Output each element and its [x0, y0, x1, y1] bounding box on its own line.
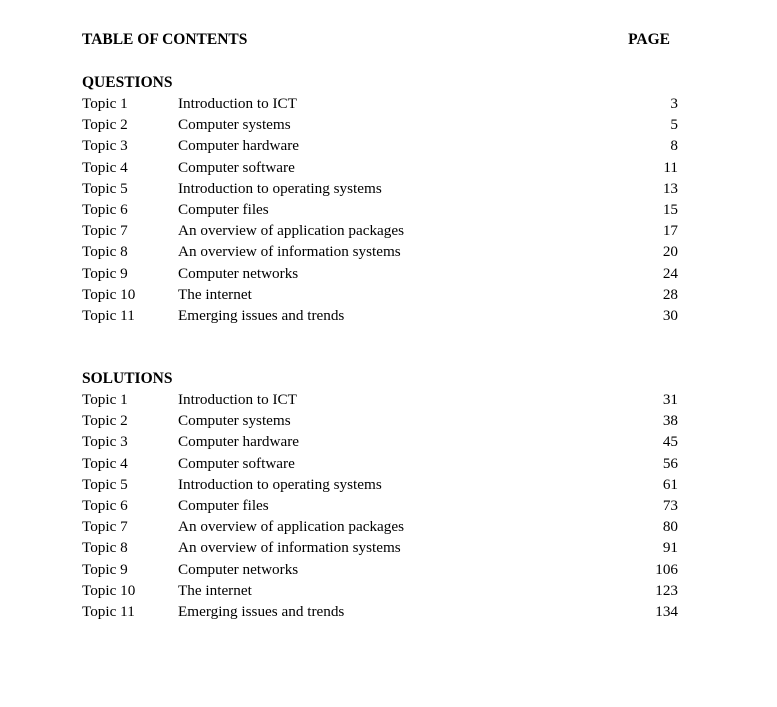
toc-entry [82, 178, 678, 199]
entry-page-number: 15 [662, 200, 678, 218]
entry-topic-number: Topic 5 [82, 475, 128, 493]
entry-topic-title: The internet [178, 581, 252, 599]
solutions-entry-list [82, 389, 678, 622]
entry-topic-number: Topic 11 [82, 306, 135, 324]
entry-topic-title: Introduction to operating systems [178, 475, 382, 493]
entry-topic-number: Topic 7 [82, 518, 128, 536]
page-column-label: PAGE [628, 31, 670, 48]
toc-entry [82, 453, 678, 474]
entry-page-number: 17 [662, 222, 678, 240]
questions-entry-list [82, 93, 678, 326]
entry-page-number: 24 [662, 264, 678, 282]
entry-page-number: 106 [655, 560, 678, 578]
entry-topic-title: Computer networks [178, 560, 299, 578]
toc-entry [82, 474, 678, 495]
section-title-questions: QUESTIONS [82, 74, 173, 91]
toc-entry [82, 305, 678, 326]
toc-entry [82, 157, 678, 178]
entry-topic-title: Emerging issues and trends [178, 306, 345, 324]
entry-topic-title: Computer files [178, 200, 269, 218]
toc-entry [82, 199, 678, 220]
entry-topic-number: Topic 7 [82, 222, 128, 240]
entry-topic-number: Topic 8 [82, 539, 128, 557]
entry-topic-title: An overview of application packages [178, 518, 405, 536]
entry-topic-title: Computer hardware [178, 137, 300, 155]
entry-topic-title: An overview of application packages [178, 222, 405, 240]
entry-topic-title: Computer networks [178, 264, 299, 282]
questions-section [82, 73, 678, 326]
toc-entry [82, 580, 678, 601]
toc-entry [82, 537, 678, 558]
entry-topic-number: Topic 9 [82, 560, 128, 578]
entry-topic-title: Computer software [178, 158, 295, 176]
toc-entry [82, 410, 678, 431]
toc-entry [82, 389, 678, 410]
entry-topic-number: Topic 9 [82, 264, 128, 282]
entry-page-number: 8 [670, 137, 678, 155]
toc-entry [82, 93, 678, 114]
entry-page-number: 20 [662, 243, 678, 261]
toc-entry [82, 263, 678, 284]
entry-topic-number: Topic 3 [82, 137, 128, 155]
entry-topic-title: An overview of information systems [178, 243, 401, 261]
toc-entry [82, 241, 678, 262]
entry-page-number: 61 [662, 475, 678, 493]
entry-page-number: 11 [663, 158, 678, 176]
entry-topic-title: Introduction to ICT [178, 391, 297, 408]
entry-topic-number: Topic 6 [82, 496, 128, 514]
entry-page-number: 28 [662, 285, 678, 303]
solutions-section [82, 369, 678, 622]
entry-page-number: 123 [655, 581, 678, 599]
entry-topic-title: Introduction to ICT [178, 95, 297, 112]
entry-topic-number: Topic 10 [82, 581, 136, 599]
entry-topic-number: Topic 11 [82, 602, 135, 620]
toc-entry [82, 559, 678, 580]
entry-topic-number: Topic 2 [82, 116, 128, 134]
toc-entry [82, 516, 678, 537]
entry-topic-number: Topic 1 [82, 391, 128, 408]
entry-topic-number: Topic 1 [82, 95, 128, 112]
entry-topic-title: The internet [178, 285, 252, 303]
entry-topic-number: Topic 4 [82, 454, 128, 472]
entry-page-number: 31 [662, 391, 678, 408]
entry-page-number: 80 [662, 518, 678, 536]
toc-entry [82, 284, 678, 305]
toc-entry [82, 220, 678, 241]
entry-page-number: 45 [662, 433, 678, 451]
entry-topic-number: Topic 4 [82, 158, 128, 176]
toc-entry [82, 495, 678, 516]
entry-topic-title: Computer hardware [178, 433, 300, 451]
entry-topic-number: Topic 5 [82, 179, 128, 197]
entry-page-number: 3 [670, 95, 678, 112]
entry-topic-title: Introduction to operating systems [178, 179, 382, 197]
toc-header [82, 31, 678, 51]
entry-topic-number: Topic 10 [82, 285, 136, 303]
entry-page-number: 73 [662, 496, 678, 514]
entry-page-number: 5 [670, 116, 678, 134]
toc-title: TABLE OF CONTENTS [82, 31, 248, 48]
entry-topic-title: An overview of information systems [178, 539, 401, 557]
entry-page-number: 91 [662, 539, 678, 557]
entry-topic-title: Computer software [178, 454, 295, 472]
entry-topic-number: Topic 2 [82, 412, 128, 430]
entry-page-number: 38 [662, 412, 678, 430]
entry-topic-title: Computer systems [178, 116, 291, 134]
toc-entry [82, 601, 678, 622]
entry-page-number: 13 [662, 179, 678, 197]
section-title-solutions: SOLUTIONS [82, 370, 173, 387]
toc-entry [82, 114, 678, 135]
entry-topic-number: Topic 8 [82, 243, 128, 261]
toc-entry [82, 135, 678, 156]
entry-topic-title: Computer systems [178, 412, 291, 430]
entry-topic-title: Emerging issues and trends [178, 602, 345, 620]
toc-entry [82, 431, 678, 452]
entry-topic-title: Computer files [178, 496, 269, 514]
entry-topic-number: Topic 3 [82, 433, 128, 451]
entry-page-number: 30 [662, 306, 678, 324]
entry-topic-number: Topic 6 [82, 200, 128, 218]
entry-page-number: 56 [662, 454, 678, 472]
entry-page-number: 134 [655, 602, 678, 620]
